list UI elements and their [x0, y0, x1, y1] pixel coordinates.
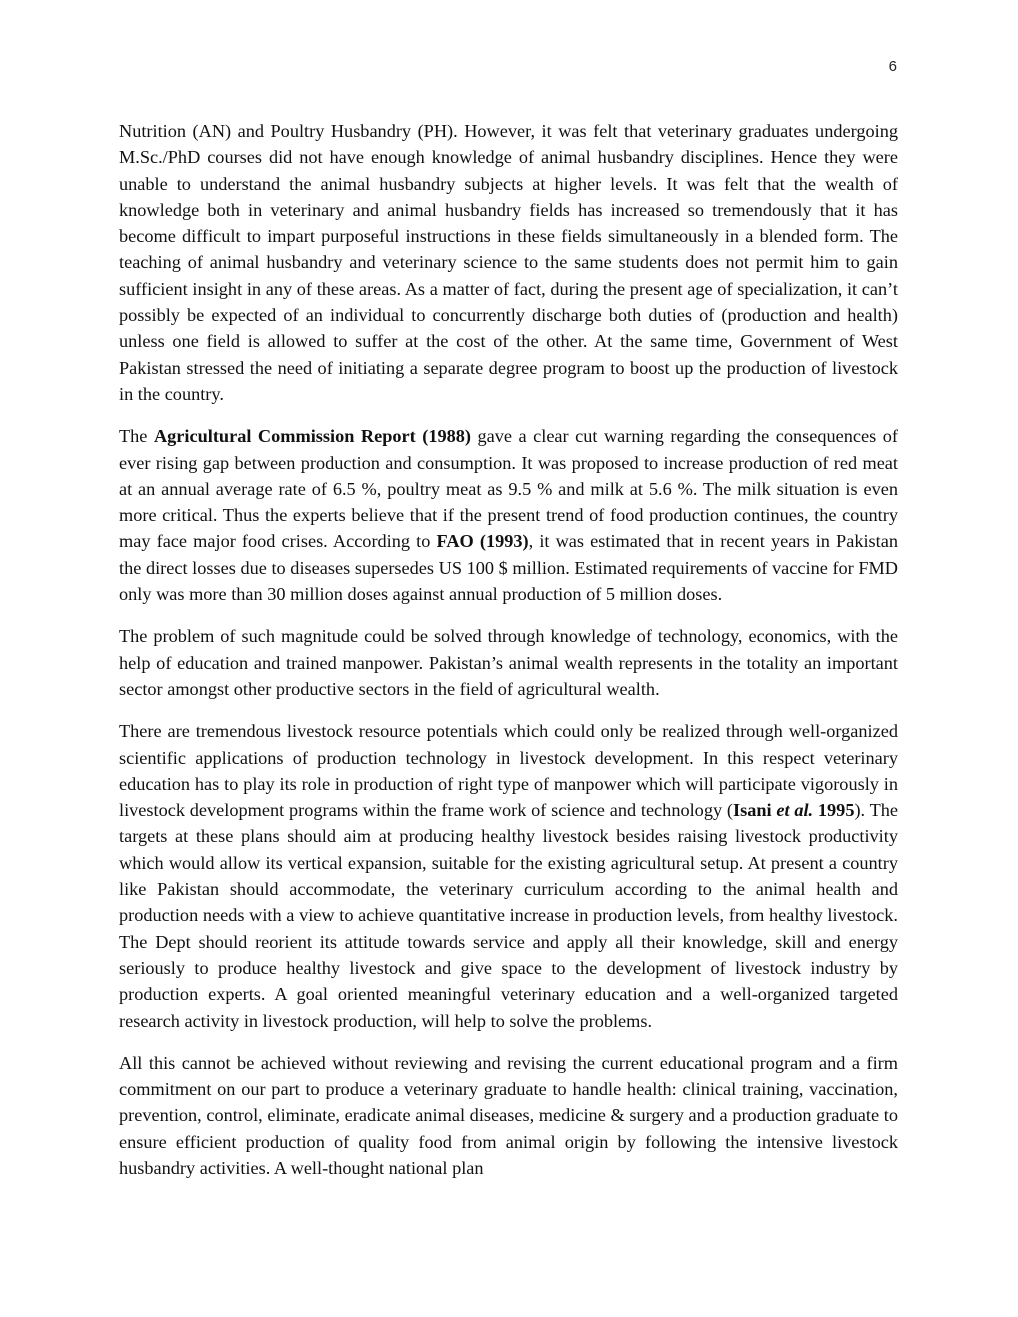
paragraph-2-text-end: , it was estimated that in recent years in Pakistan the direct losses due to diseases supersedes US 100 $ million. Estimated requirements of vaccine for FMD only was more than 30 million doses against annual production of 5 million doses.: [119, 531, 898, 605]
fao-citation: FAO (1993): [436, 531, 529, 552]
paragraph-5-text: All this cannot be achieved without reviewing and revising the current educational program and a firm commitment on our part to produce a veterinary graduate to handle health: clinical training, vaccination, prevention, control, eliminate, eradicate animal diseases, medicine & surgery and a production graduate to ensure efficient production of quality food from animal origin by following the intensive livestock husbandry activities. A well-thought national plan: [119, 1052, 898, 1178]
document-body: [119, 118, 898, 1181]
paragraph-1-text: Nutrition (AN) and Poultry Husbandry (PH). However, it was felt that veterinary graduates undergoing M.Sc./PhD courses did not have enough knowledge of animal husbandry disciplines. Hence they were unable to understand the animal husbandry subjects at higher levels. It was felt that the wealth of knowledge both in veterinary and animal husbandry fields has increased so tremendously that it has become difficult to impart purposeful instructions in these fields simultaneously in a blended form. The teaching of animal husbandry and veterinary science to the same students does not permit him to gain sufficient insight in any of these areas. As a matter of fact, during the present age of specialization, it can’t possibly be expected of an individual to concurrently discharge both duties of (production and health) unless one field is allowed to suffer at the cost of the other. At the same time, Government of West Pakistan stressed the need of initiating a separate degree program to boost up the production of livestock in the country.: [119, 121, 898, 404]
isani-citation-et-al: et al.: [776, 800, 814, 821]
paragraph-4-text-start: There are tremendous livestock resource potentials which could only be realized through well-organized scientific applications of production technology in livestock development. In this respect veterinary education has to play its role in production of right type of manpower which will participate vigorously in livestock development programs within the frame work of science and technology (: [119, 721, 898, 821]
paragraph-4-text-end: ). The targets at these plans should aim at producing healthy livestock besides raising livestock productivity which would allow its vertical expansion, suitable for the existing agricultural setup. At present a country like Pakistan should accommodate, the veterinary curriculum according to the animal health and production needs with a view to achieve quantitative increase in production levels, from healthy livestock. The Dept should reorient its attitude towards service and apply all their knowledge, skill and energy seriously to produce healthy livestock and give space to the development of livestock industry by production experts. A goal oriented meaningful veterinary education and a well-organized targeted research activity in livestock production, will help to solve the problems.: [119, 800, 898, 1031]
paragraph-2-text-middle: gave a clear cut warning regarding the consequences of ever rising gap between production and consumption. It was proposed to increase production of red meat at an annual average rate of 6.5 %, poultry meat as 9.5 % and milk at 5.6 %. The milk situation is even more critical. Thus the experts believe that if the present trend of food production continues, the country may face major food crises. According to: [119, 426, 898, 552]
agricultural-commission-report-citation: Agricultural Commission Report (1988): [153, 426, 471, 447]
paragraph-5: [119, 1050, 898, 1181]
paragraph-2: [119, 423, 898, 607]
paragraph-2-text-start: The: [119, 426, 154, 447]
isani-citation-year: 1995: [813, 800, 855, 821]
paragraph-1: [119, 118, 898, 407]
isani-citation-author: Isani: [732, 800, 777, 821]
paragraph-3: [119, 623, 898, 702]
paragraph-4: [119, 718, 898, 1034]
paragraph-3-text: The problem of such magnitude could be solved through knowledge of technology, economics, with the help of education and trained manpower. Pakistan’s animal wealth represents in the totality an important sector amongst other productive sectors in the field of agricultural wealth.: [119, 626, 898, 699]
page-number: 6: [888, 58, 897, 75]
